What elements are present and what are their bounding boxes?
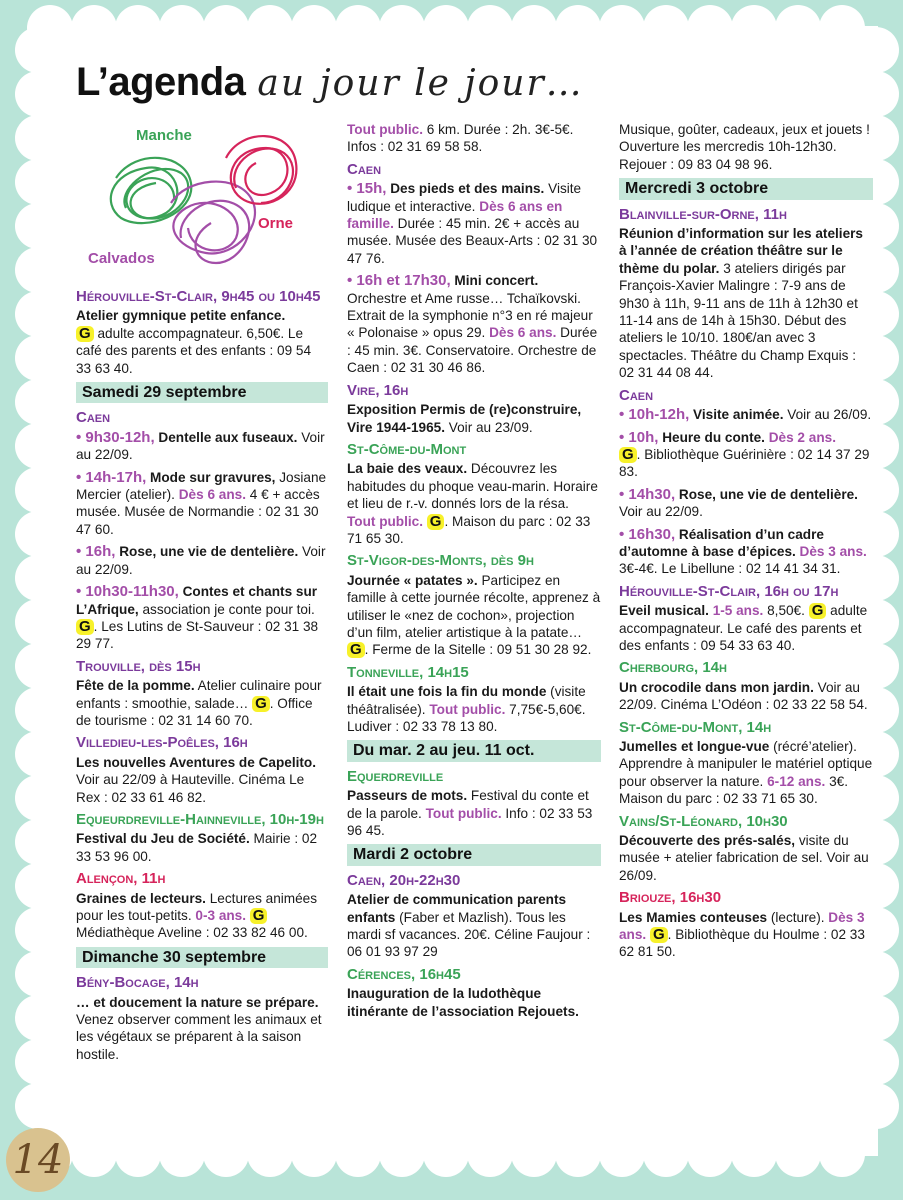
- scallop: [247, 1131, 293, 1177]
- place-cherbourg: Cherbourg, 14h: [619, 659, 727, 677]
- place-caen: Caen, 20h-22h30: [347, 871, 461, 889]
- scallop: [599, 1131, 645, 1177]
- place-vains: Vains/St-Léonard, 10h30: [619, 812, 788, 830]
- scallop: [511, 5, 557, 51]
- day-header: Du mar. 2 au jeu. 11 oct.: [347, 740, 601, 761]
- place-equerdreville: Equerdreville: [347, 767, 444, 785]
- place-cerences: Cérences, 16h45: [347, 965, 461, 983]
- scallop: [853, 71, 899, 117]
- free-badge-icon: G: [252, 696, 270, 712]
- scallop: [15, 511, 61, 557]
- event-entry: Jumelles et longue-vue (récré’atelier). Apprendre à manipuler le matériel optique pour observer la nature. 6-12 ans. 3€. Maison du parc : 02 33 71 65 30.: [619, 739, 873, 807]
- scallop: [555, 5, 601, 51]
- free-badge-icon: G: [347, 642, 365, 658]
- calvados-scribble: [171, 182, 255, 263]
- scallop: [15, 863, 61, 909]
- scallop: [115, 1131, 161, 1177]
- free-badge-icon: G: [250, 908, 268, 924]
- day-header: Samedi 29 septembre: [76, 382, 328, 403]
- place-caen: Caen: [619, 386, 654, 404]
- place-herouville: Hérouville-St-Clair, 16h ou 17h: [619, 582, 839, 600]
- event-entry: Exposition Permis de (re)construire, Vire 1944-1965. Voir au 23/09.: [347, 402, 582, 435]
- event-entry: Un crocodile dans mon jardin. Voir au 22/09. Cinéma L’Odéon : 02 33 22 58 54.: [619, 679, 868, 713]
- place-tonneville: Tonneville, 14h15: [347, 663, 469, 681]
- scallop: [643, 1131, 689, 1177]
- event-entry: • 14h30, Rose, une vie de dentelière. Voir au 22/09.: [619, 485, 858, 520]
- place-beny-bocage: Bény-Bocage, 14h: [76, 974, 199, 992]
- scallop: [15, 951, 61, 997]
- scallop: [511, 1131, 557, 1177]
- place-equeurdreville: Equeurdreville-Hainneville, 10h-19h: [76, 810, 324, 828]
- scallop: [379, 1131, 425, 1177]
- event-entry: Tout public. 6 km. Durée : 2h. 3€-5€. Infos : 02 31 69 58 58.: [347, 122, 574, 155]
- event-entry: • 14h-17h, Mode sur gravures, Josiane Mercier (atelier). Dès 6 ans. 4 € + accès musée. Musée de Normandie : 02 31 30 47 60.: [76, 468, 327, 537]
- scallop: [15, 379, 61, 425]
- free-badge-icon: G: [650, 927, 668, 943]
- agenda-column-1: [76, 288, 328, 1068]
- free-badge-icon: G: [76, 619, 94, 635]
- event-entry: • 15h, Des pieds et des mains. Visite ludique et interactive. Dès 6 ans en famille. Durée : 45 min. 2€ + accès au musée. Musée des Beaux-Arts : 02 31 30 47 76.: [347, 180, 598, 266]
- scallop: [775, 1131, 821, 1177]
- event-entry: Les nouvelles Aventures de Capelito. Voir au 22/09 à Hauteville. Cinéma Le Rex : 02 33 61 46 82.: [76, 754, 316, 805]
- place-villedieu: Villedieu-les-Poêles, 16h: [76, 734, 248, 752]
- scallop: [423, 5, 469, 51]
- scallop: [467, 5, 513, 51]
- scallop: [731, 1131, 777, 1177]
- scallop: [15, 819, 61, 865]
- place-st-come-du-mont: St-Côme-du-Mont: [347, 440, 467, 458]
- scallop: [731, 5, 777, 51]
- event-entry: • 10h-12h, Visite animée. Voir au 26/09.: [619, 406, 872, 424]
- scallop: [15, 423, 61, 469]
- scallop: [853, 1083, 899, 1129]
- scallop: [291, 1131, 337, 1177]
- event-entry: Les Mamies conteuses (lecture). Dès 3 ans. G . Bibliothèque du Houlme : 02 33 62 81 50.: [619, 909, 865, 960]
- event-entry: … et doucement la nature se prépare. Venez observer comment les animaux et les végétaux se préparent à la saison hostile.: [76, 994, 322, 1062]
- event-entry: • 16h, Rose, une vie de dentelière. Voir au 22/09.: [76, 543, 326, 577]
- agenda-column-3: [619, 121, 873, 966]
- event-entry: Fête de la pomme. Atelier culinaire pour enfants : smoothie, salade… G . Office de tourisme : 02 31 14 60 70.: [76, 678, 322, 728]
- page-number: 14: [6, 1128, 70, 1192]
- scallop: [15, 731, 61, 777]
- event-entry: Eveil musical. 1-5 ans. 8,50€. G adulte accompagnateur. Le café des parents et des enfants : 09 54 33 63 40.: [619, 602, 868, 653]
- scallop: [203, 5, 249, 51]
- scallop: [555, 1131, 601, 1177]
- map-label-manche: Manche: [136, 127, 192, 144]
- event-entry: Atelier de communication parents enfants (Faber et Mazlish). Tous les mardi sf vacances. 20€. Céline Faujour : 06 01 93 97 29: [347, 892, 591, 960]
- agenda-column-2: [347, 121, 601, 1025]
- scallop: [15, 687, 61, 733]
- event-entry: • 16h et 17h30, Mini concert. Orchestre et Ame russe… Tchaïkovski. Extrait de la symphonie n°3 en ré majeur « Polonaise » opus 29. Dès 6 ans. Durée : 45 min. 3€. Conservatoire. Orchestre de Caen : 02 31 30 46 86.: [347, 272, 598, 376]
- scallop: [115, 5, 161, 51]
- event-entry: Musique, goûter, cadeaux, jeux et jouets ! Ouverture les mercredis 10h-12h30. Rejouer : 09 83 04 98 96.: [619, 122, 870, 172]
- event-entry: • 10h, Heure du conte. Dès 2 ans. G . Bibliothèque Guérinière : 02 14 37 29 83.: [619, 428, 870, 480]
- scallop: [15, 247, 61, 293]
- place-trouville: Trouville, dès 15h: [76, 657, 201, 675]
- free-badge-icon: G: [619, 447, 637, 463]
- place-blainville: Blainville-sur-Orne, 11h: [619, 205, 787, 223]
- scallop: [15, 291, 61, 337]
- place-caen: Caen: [347, 160, 382, 178]
- scallop: [71, 5, 117, 51]
- place-briouze: Briouze, 16h30: [619, 889, 722, 907]
- place-st-vigor: St-Vigor-des-Monts, dès 9h: [347, 552, 534, 570]
- scallop: [335, 1131, 381, 1177]
- scallop: [853, 995, 899, 1041]
- scallop: [467, 1131, 513, 1177]
- event-entry: Passeurs de mots. Festival du conte et de la parole. Tout public. Info : 02 33 53 96 45.: [347, 788, 593, 839]
- scallop: [159, 5, 205, 51]
- scallop: [15, 599, 61, 645]
- scallop: [775, 5, 821, 51]
- scallop: [15, 555, 61, 601]
- event-entry: Découverte des prés-salés, visite du musée + atelier fabrication de sel. Voir au 26/09.: [619, 833, 869, 883]
- day-header: Dimanche 30 septembre: [76, 947, 328, 968]
- scallop: [159, 1131, 205, 1177]
- event-entry: Il était une fois la fin du monde (visite théâtralisée). Tout public. 7,75€-5,60€. Ludiver : 02 33 78 13 80.: [347, 684, 586, 734]
- scallop: [335, 5, 381, 51]
- scallop: [423, 1131, 469, 1177]
- title-script: au jour le jour…: [257, 63, 584, 104]
- event-entry: • 9h30-12h, Dentelle aux fuseaux. Voir au 22/09.: [76, 428, 325, 463]
- day-header: Mardi 2 octobre: [347, 844, 601, 865]
- scallop: [15, 1083, 61, 1129]
- orne-scribble: [226, 136, 296, 204]
- event-entry: Atelier gymnique petite enfance. G adulte accompagnateur. 6,50€. Le café des parents et des enfants : 09 54 33 63 40.: [76, 308, 312, 376]
- scallop: [15, 995, 61, 1041]
- scallop: [15, 115, 61, 161]
- scallop: [291, 5, 337, 51]
- scallop: [15, 203, 61, 249]
- event-entry: Graines de lecteurs. Lectures animées pour les tout-petits. 0-3 ans. G Médiathèque Aveline : 02 33 82 46 00.: [76, 890, 318, 941]
- event-entry: • 10h30-11h30, Contes et chants sur L’Afrique, association je conte pour toi. G . Les Lutins de St-Sauveur : 02 31 38 29 77.: [76, 583, 319, 652]
- place-st-come-du-mont: St-Côme-du-Mont, 14h: [619, 718, 772, 736]
- scallop: [71, 1131, 117, 1177]
- event-entry: Réunion d’information sur les ateliers à l’année de création théâtre sur le thème du polar. 3 ateliers dirigés par François-Xavier Malingre : 7-9 ans de 9h30 à 11h, 9-11 ans de 11h à 12h30 et 11-14 ans de 14h à 15h30. Début des ateliers le 10/10. 180€/an avec 3 spectacles. Théâtre du Champ Exquis : 02 31 44 08 44.: [619, 226, 863, 381]
- place-caen: Caen: [76, 409, 111, 427]
- page-title: [76, 60, 584, 105]
- free-badge-icon: G: [809, 603, 827, 619]
- scallop: [819, 1131, 865, 1177]
- scallop: [15, 335, 61, 381]
- scallop: [15, 27, 61, 73]
- map-label-calvados: Calvados: [88, 250, 155, 267]
- scallop: [15, 159, 61, 205]
- scallop: [15, 643, 61, 689]
- region-map-illustration: [76, 118, 336, 288]
- day-header: Mercredi 3 octobre: [619, 178, 873, 199]
- scallop: [15, 907, 61, 953]
- scallop: [853, 27, 899, 73]
- scallop: [853, 1039, 899, 1085]
- event-entry: • 16h30, Réalisation d’un cadre d’automne à base d’épices. Dès 3 ans. 3€-4€. Le Libellune : 02 14 41 34 31.: [619, 525, 867, 577]
- scallop: [379, 5, 425, 51]
- scallop: [247, 5, 293, 51]
- free-badge-icon: G: [76, 326, 94, 342]
- scallop: [687, 1131, 733, 1177]
- scallop: [203, 1131, 249, 1177]
- scallop: [643, 5, 689, 51]
- event-entry: La baie des veaux. Découvrez les habitudes du phoque veau-marin. Horaire et lieu de r.-v. donnés lors de la résa. Tout public. G . Maison du parc : 02 33 71 65 30.: [347, 461, 598, 546]
- event-entry: Journée « patates ». Participez en famille à cette journée récolte, apprenez à utiliser le «nez de cochon», projection d’un film, atelier artistique à la patate… G . Ferme de la Sitelle : 09 51 30 28 92.: [347, 572, 601, 659]
- scallop: [687, 5, 733, 51]
- free-badge-icon: G: [427, 514, 445, 530]
- scallop: [15, 467, 61, 513]
- scallop: [599, 5, 645, 51]
- scallop: [15, 1039, 61, 1085]
- scallop: [15, 71, 61, 117]
- place-vire: Vire, 16h: [347, 381, 409, 399]
- place-alencon: Alençon, 11h: [76, 870, 166, 888]
- place-herouville: Hérouville-St-Clair, 9h45 ou 10h45: [76, 288, 321, 305]
- title-bold: L’agenda: [76, 60, 246, 104]
- map-label-orne: Orne: [258, 215, 294, 232]
- scallop: [15, 775, 61, 821]
- event-entry: Festival du Jeu de Société. Mairie : 02 33 53 96 00.: [76, 831, 318, 864]
- event-entry: Inauguration de la ludothèque itinérante de l’association Rejouets.: [347, 986, 579, 1019]
